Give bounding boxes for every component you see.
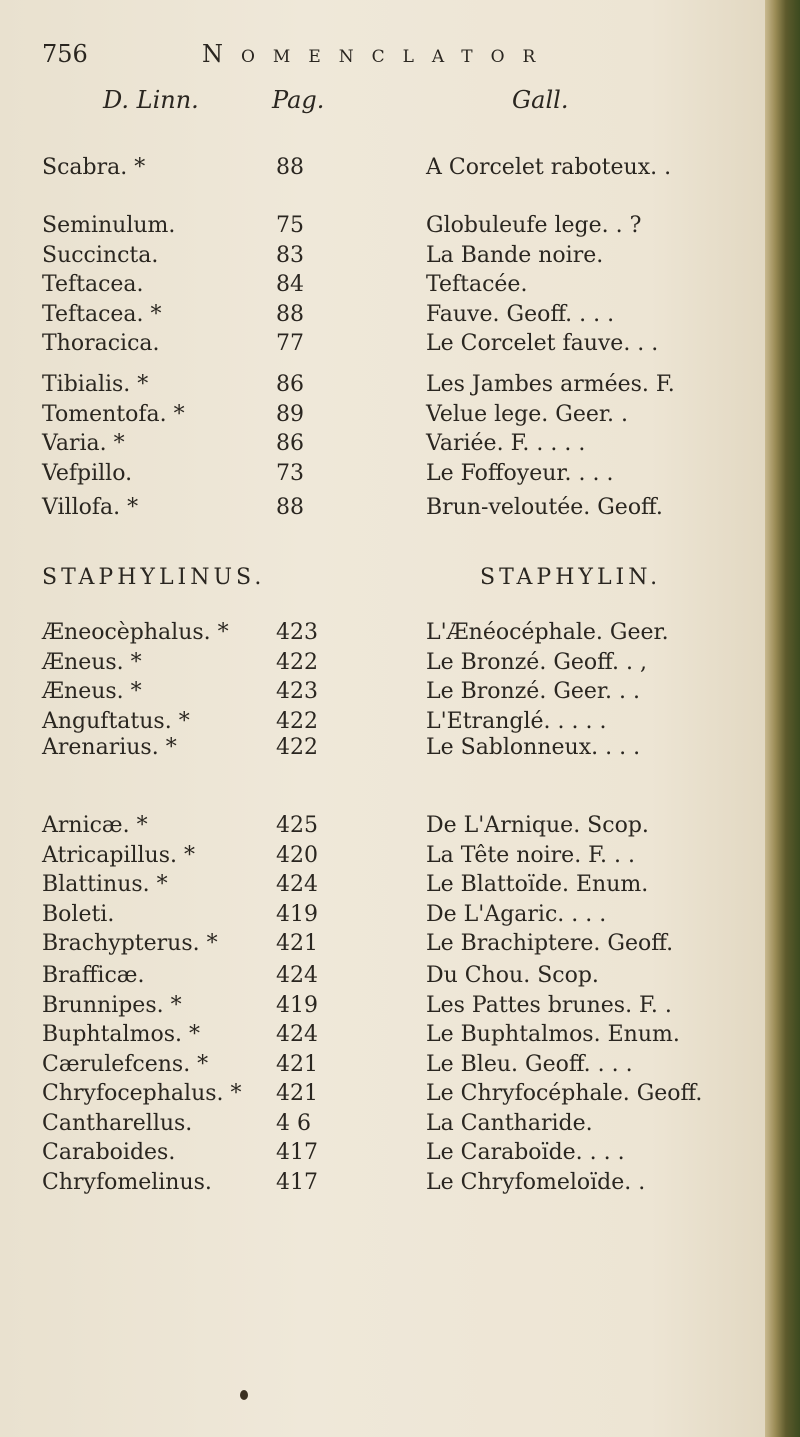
column-header-pag: Pag. — [272, 86, 325, 114]
entry-page-number: 424 — [276, 963, 318, 988]
entry-latin-name: Æneus. * — [42, 649, 142, 675]
entry-latin-name: Teftacea. — [42, 272, 144, 297]
entry-latin-name: Scabra. * — [42, 155, 146, 180]
entry-french-name: Le Chryfocéphale. Geoff. — [426, 1081, 703, 1106]
entry-french-name: Le Sablonneux. . . . — [426, 735, 641, 760]
entry-row — [0, 272, 765, 302]
entry-french-name: Velue lege. Geer. . — [426, 401, 628, 427]
entry-row — [0, 302, 765, 332]
entry-page-number: 89 — [276, 401, 304, 427]
entry-page-number: 86 — [276, 372, 304, 397]
entry-page-number: 86 — [276, 431, 304, 456]
entry-row — [0, 1111, 765, 1141]
entry-row — [0, 213, 765, 243]
entry-french-name: Le Bronzé. Geer. . . — [426, 679, 640, 704]
entry-latin-name: Atricapillus. * — [42, 842, 195, 868]
entry-latin-name: Villofa. * — [42, 495, 139, 520]
entry-french-name: La Bande noire. — [426, 242, 604, 268]
entry-row — [0, 620, 765, 650]
entry-latin-name: Tibialis. * — [42, 372, 149, 397]
entry-row — [0, 495, 765, 525]
entry-page-number: 421 — [276, 1081, 318, 1106]
entry-page-number: 84 — [276, 272, 304, 297]
entry-latin-name: Arenarius. * — [42, 735, 177, 760]
entry-row — [0, 679, 765, 709]
column-header-linn: D. Linn. — [103, 86, 199, 114]
entry-page-number: 75 — [276, 213, 304, 238]
entry-french-name: L'Ænéocéphale. Geer. — [426, 620, 669, 645]
entry-page-number: 421 — [276, 931, 318, 956]
entry-row — [0, 735, 765, 765]
entry-latin-name: Blattinus. * — [42, 872, 168, 897]
entry-latin-name: Brachypterus. * — [42, 931, 218, 956]
entry-latin-name: Thoracica. — [42, 331, 160, 356]
entry-row — [0, 1022, 765, 1052]
entry-row — [0, 931, 765, 961]
entry-page-number: 77 — [276, 331, 304, 356]
entry-french-name: La Cantharide. — [426, 1110, 593, 1136]
entry-row — [0, 813, 765, 843]
entry-page-number: 424 — [276, 872, 318, 897]
entry-page-number: 4 6 — [276, 1110, 311, 1136]
entry-latin-name: Æneocèphalus. * — [42, 620, 229, 645]
entry-latin-name: Buphtalmos. * — [42, 1022, 200, 1047]
entry-row — [0, 331, 765, 361]
entry-french-name: Fauve. Geoff. . . . — [426, 301, 615, 327]
entry-french-name: Les Pattes brunes. F. . — [426, 992, 672, 1018]
entry-row — [0, 963, 765, 993]
entry-row — [0, 155, 765, 185]
entry-french-name: De L'Arnique. Scop. — [426, 813, 649, 838]
entry-latin-name: Vefpillo. — [42, 460, 133, 486]
entry-row — [0, 372, 765, 402]
entry-french-name: L'Etranglé. . . . . — [426, 708, 607, 734]
entry-page-number: 422 — [276, 649, 318, 675]
entry-latin-name: Chryfomelinus. — [42, 1169, 212, 1195]
entry-latin-name: Tomentofa. * — [42, 401, 185, 427]
entry-french-name: Le Bronzé. Geoff. . , — [426, 649, 647, 675]
page-number: 756 — [42, 40, 88, 68]
entry-page-number: 83 — [276, 242, 304, 268]
entry-page-number: 422 — [276, 708, 318, 734]
entry-french-name: A Corcelet raboteux. . — [426, 155, 672, 180]
entry-row — [0, 1170, 765, 1200]
entry-french-name: Le Blattoïde. Enum. — [426, 872, 649, 897]
entry-page-number: 422 — [276, 735, 318, 760]
entry-french-name: Globuleufe lege. . ? — [426, 213, 642, 238]
entry-latin-name: Brunnipes. * — [42, 992, 182, 1018]
ink-blot-mark — [240, 1390, 248, 1400]
entry-french-name: Teftacée. — [426, 272, 528, 297]
entry-row — [0, 1140, 765, 1170]
entry-french-name: Le Buphtalmos. Enum. — [426, 1022, 680, 1047]
entry-page-number: 424 — [276, 1022, 318, 1047]
entry-page-number: 423 — [276, 620, 318, 645]
entry-page-number: 420 — [276, 842, 318, 868]
entry-latin-name: Caraboides. — [42, 1140, 176, 1165]
entry-page-number: 73 — [276, 460, 304, 486]
entry-french-name: Le Corcelet fauve. . . — [426, 331, 659, 356]
entry-page-number: 417 — [276, 1140, 318, 1165]
entry-latin-name: Cærulefcens. * — [42, 1051, 209, 1077]
entry-latin-name: Brafficæ. — [42, 963, 145, 988]
entry-latin-name: Æneus. * — [42, 679, 142, 704]
running-title: Nomenclator — [202, 40, 554, 68]
entry-french-name: Le Caraboïde. . . . — [426, 1140, 625, 1165]
entry-row — [0, 1052, 765, 1082]
entry-french-name: Du Chou. Scop. — [426, 963, 599, 988]
entry-page-number: 423 — [276, 679, 318, 704]
entry-row — [0, 709, 765, 739]
entry-latin-name: Anguftatus. * — [42, 708, 190, 734]
entry-row — [0, 243, 765, 273]
entry-row — [0, 402, 765, 432]
entry-latin-name: Teftacea. * — [42, 301, 162, 327]
entry-row — [0, 431, 765, 461]
entry-latin-name: Boleti. — [42, 901, 115, 927]
entry-row — [0, 461, 765, 491]
section-heading-french: STAPHYLIN. — [480, 565, 662, 590]
entry-page-number: 88 — [276, 301, 304, 327]
entry-latin-name: Chryfocephalus. * — [42, 1081, 242, 1106]
entry-page-number: 88 — [276, 495, 304, 520]
entry-french-name: Le Chryfomeloïde. . — [426, 1169, 646, 1195]
entry-latin-name: Succincta. — [42, 242, 159, 268]
entry-page-number: 425 — [276, 813, 318, 838]
entry-french-name: Le Brachiptere. Geoff. — [426, 931, 674, 956]
entry-latin-name: Seminulum. — [42, 213, 176, 238]
entry-french-name: La Tête noire. F. . . — [426, 842, 635, 868]
section-heading-latin: STAPHYLINUS. — [42, 565, 266, 590]
entry-latin-name: Arnicæ. * — [42, 813, 148, 838]
entry-latin-name: Varia. * — [42, 431, 125, 456]
entry-latin-name: Cantharellus. — [42, 1110, 193, 1136]
page-binding-edge — [765, 0, 800, 1437]
entry-french-name: Les Jambes armées. F. — [426, 372, 675, 397]
entry-row — [0, 902, 765, 932]
entry-row — [0, 993, 765, 1023]
entry-row — [0, 650, 765, 680]
entry-row — [0, 872, 765, 902]
entry-page-number: 417 — [276, 1169, 318, 1195]
entry-french-name: Variée. F. . . . . — [426, 431, 586, 456]
entry-page-number: 419 — [276, 901, 318, 927]
entry-french-name: Brun-veloutée. Geoff. — [426, 495, 663, 520]
entry-french-name: Le Bleu. Geoff. . . . — [426, 1051, 633, 1077]
entry-page-number: 421 — [276, 1051, 318, 1077]
entry-page-number: 419 — [276, 992, 318, 1018]
page-header — [42, 40, 742, 80]
entry-french-name: De L'Agaric. . . . — [426, 901, 607, 927]
column-header-gall: Gall. — [512, 86, 569, 114]
entry-page-number: 88 — [276, 155, 304, 180]
entry-row — [0, 1081, 765, 1111]
entry-row — [0, 843, 765, 873]
entry-french-name: Le Foffoyeur. . . . — [426, 460, 614, 486]
